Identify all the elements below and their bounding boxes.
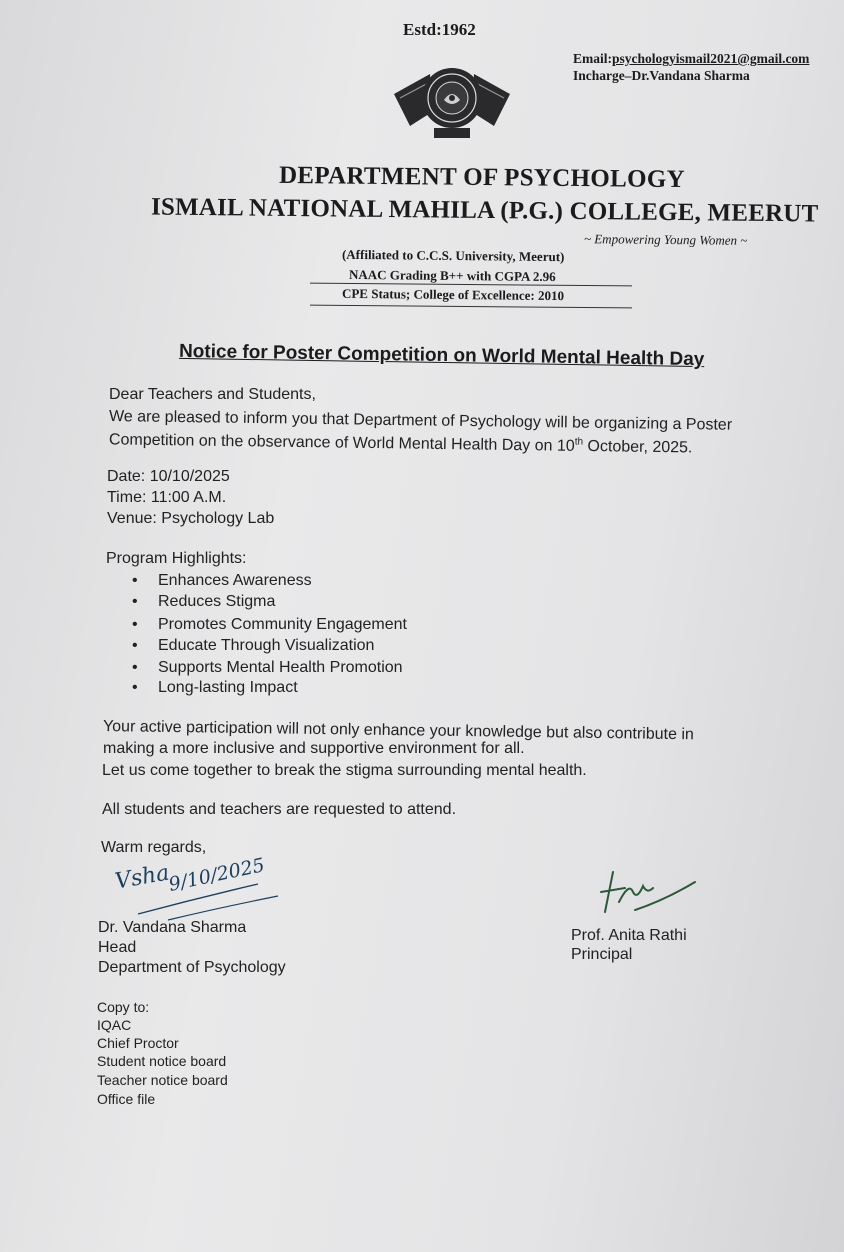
- incharge-line: Incharge–Dr.Vandana Sharma: [573, 68, 750, 83]
- closing-paragraph-line: Your active participation will not only enhance your knowledge but also contribute in: [102, 718, 694, 744]
- list-item: [132, 659, 403, 677]
- copy-to-item: Office file: [97, 1091, 156, 1107]
- bullet-icon: •: [132, 616, 138, 633]
- highlight-text: Reduces Stigma: [158, 593, 276, 610]
- email-line: [573, 50, 809, 67]
- intro-text: Competition on the observance of World Mental Health Day on 10: [108, 431, 575, 455]
- head-signature-date: 9/10/2025: [166, 854, 267, 896]
- email-label: Email:: [573, 51, 612, 66]
- closing-paragraph-line: making a more inclusive and supportive environment for all.: [103, 740, 525, 757]
- copy-to-heading: Copy to:: [97, 999, 150, 1015]
- head-signature: Vsha: [113, 860, 172, 895]
- established-year: Estd:1962: [403, 20, 476, 39]
- college-title: ISMAIL NATIONAL MAHILA (P.G.) COLLEGE, MEERUT: [150, 193, 819, 228]
- contact-block: [573, 50, 809, 84]
- highlight-text: Supports Mental Health Promotion: [158, 659, 403, 676]
- department-title: DEPARTMENT OF PSYCHOLOGY: [278, 161, 686, 194]
- highlight-text: Educate Through Visualization: [158, 637, 375, 654]
- event-date: Date: 10/10/2025: [107, 468, 230, 485]
- affiliation-text: (Affiliated to C.C.S. University, Meerut): [341, 246, 565, 265]
- highlights-heading: Program Highlights:: [106, 550, 247, 567]
- email-link[interactable]: psychologyismail2021@gmail.com: [612, 51, 810, 66]
- principal-name: Prof. Anita Rathi: [571, 927, 687, 944]
- principal-signature: [595, 862, 705, 922]
- highlight-text: Enhances Awareness: [158, 572, 312, 589]
- bullet-icon: •: [132, 593, 138, 610]
- college-tagline: ~ Empowering Young Women ~: [583, 231, 748, 248]
- salutation: Dear Teachers and Students,: [109, 386, 316, 403]
- intro-line: We are pleased to inform you that Department of Psychology will be organizing a Poster: [108, 408, 733, 434]
- head-name: Dr. Vandana Sharma: [98, 919, 247, 936]
- bullet-icon: •: [132, 659, 138, 676]
- intro-line: [109, 430, 693, 457]
- list-item: [132, 572, 312, 590]
- head-department: Department of Psychology: [98, 959, 286, 976]
- divider-line: [310, 305, 632, 309]
- list-item: [132, 679, 298, 697]
- bullet-icon: •: [132, 637, 138, 654]
- college-emblem-logo: [392, 60, 512, 140]
- intro-text: October, 2025.: [582, 437, 693, 457]
- principal-title: Principal: [571, 946, 633, 963]
- cpe-status: CPE Status; College of Excellence: 2010: [341, 285, 565, 304]
- bullet-icon: •: [132, 679, 138, 696]
- event-venue: Venue: Psychology Lab: [107, 510, 275, 527]
- attendance-request: All students and teachers are requested to attend.: [102, 801, 457, 818]
- closing-paragraph-line: Let us come together to break the stigma surrounding mental health.: [102, 762, 587, 779]
- ordinal-suffix: th: [574, 436, 584, 448]
- copy-to-item: Teacher notice board: [97, 1072, 228, 1088]
- list-item: [132, 593, 275, 611]
- list-item: [132, 637, 374, 655]
- copy-to-item: Chief Proctor: [97, 1035, 179, 1051]
- notice-title: Notice for Poster Competition on World Mental Health Day: [178, 340, 705, 371]
- highlight-text: Promotes Community Engagement: [158, 616, 407, 633]
- copy-to-item: Student notice board: [97, 1053, 227, 1069]
- event-time: Time: 11:00 A.M.: [107, 489, 227, 506]
- bullet-icon: •: [132, 572, 138, 589]
- copy-to-item: IQAC: [97, 1017, 132, 1033]
- warm-regards: Warm regards,: [101, 839, 207, 856]
- naac-grading: NAAC Grading B++ with CGPA 2.96: [348, 266, 556, 285]
- head-title: Head: [98, 939, 137, 956]
- highlight-text: Long-lasting Impact: [158, 679, 298, 696]
- list-item: [132, 616, 407, 634]
